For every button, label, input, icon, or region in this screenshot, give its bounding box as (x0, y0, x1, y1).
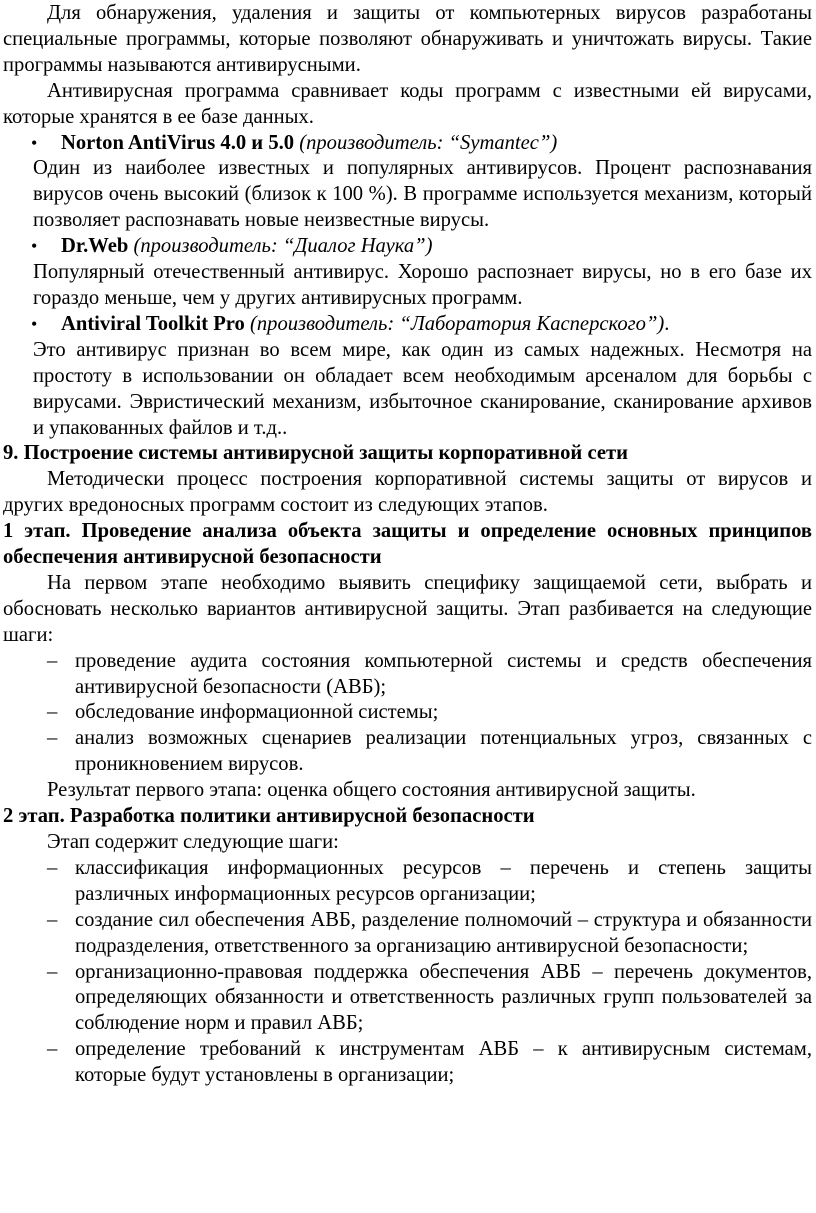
stage-2-step (3, 960, 812, 1038)
product-title (3, 131, 812, 157)
step-text: обследование информационной системы; (75, 701, 439, 724)
intro-paragraph-1: Для обнаружения, удаления и защиты от компьютерных вирусов разработаны специальные программы, которые позволяют обнаруживать и уничтожать вирусы. Такие программы называются антивирусными. (3, 2, 812, 76)
product-description: Это антивирус признан во всем мире, как один из самых надежных. Несмотря на простоту в использовании он обладает всем необходимым арсеналом для борьбы с вирусами. Эвристический механизм, избыточное сканирование, сканирование архивов и упакованных файлов и т.д.. (33, 338, 812, 439)
stage-2-step (3, 1037, 812, 1089)
product-name: Norton AntiVirus 4.0 и 5.0 (61, 131, 295, 154)
dash-marker: – (47, 1038, 58, 1061)
product-maker: (производитель: “Диалог Наука”) (133, 235, 433, 258)
stage-2-step (3, 908, 812, 960)
stage-1-text: На первом этапе необходимо выявить специфику защищаемой сети, выбрать и обосновать несколько вариантов антивирусной защиты. Этап разбивается на следующие шаги: (3, 571, 812, 646)
stage-2-heading: 2 этап. Разработка политики антивирусной безопасности (3, 805, 535, 828)
stage-2-step (3, 856, 812, 908)
product-title (3, 234, 812, 260)
step-text: создание сил обеспечения АВБ, разделение полномочий – структура и обязанности подразделения, ответственного за организацию антивирусной безопасности; (75, 908, 812, 957)
dash-marker: – (47, 908, 58, 931)
dash-marker: – (47, 856, 58, 879)
dash-marker: – (47, 649, 58, 672)
stage-1-heading: 1 этап. Проведение анализа объекта защиты и определение основных принципов обеспечения антивирусной безопасности (3, 520, 812, 569)
stage-1-step (3, 700, 812, 726)
stage-1-result: Результат первого этапа: оценка общего состояния антивирусной защиты. (47, 779, 696, 802)
stage-1-step (3, 726, 812, 778)
section-9-intro: Методически процесс построения корпоративной системы защиты от вирусов и других вредоносных программ состоит из следующих этапов. (3, 468, 812, 517)
bullet-marker: • (31, 313, 38, 334)
step-text: анализ возможных сценариев реализации потенциальных угроз, связанных с проникновением вирусов. (75, 727, 812, 776)
step-text: проведение аудита состояния компьютерной системы и средств обеспечения антивирусной безопасности (АВБ); (75, 649, 812, 698)
dash-marker: – (47, 727, 58, 750)
dash-marker: – (47, 960, 58, 983)
step-text: организационно-правовая поддержка обеспечения АВБ – перечень документов, определяющих обязанности и ответственность различных групп пользователей за соблюдение норм и правил АВБ; (75, 960, 812, 1035)
product-tail: . (664, 312, 670, 335)
bullet-marker: • (31, 132, 38, 153)
bullet-marker: • (31, 236, 38, 257)
product-item-drweb (3, 234, 812, 312)
product-maker: (производитель: “Лаборатория Касперского”) (250, 312, 665, 335)
product-name: Antiviral Toolkit Pro (61, 312, 245, 335)
stage-1-step (3, 649, 812, 701)
product-item-norton (3, 131, 812, 235)
product-description: Популярный отечественный антивирус. Хорошо распознает вирусы, но в его базе их гораздо меньше, чем у других антивирусных программ. (33, 261, 812, 309)
intro-paragraph-2: Антивирусная программа сравнивает коды программ с известными ей вирусами, которые хранятся в ее базе данных. (3, 79, 812, 128)
product-description: Один из наиболее известных и популярных антивирусов. Процент распознавания вирусов очень высокий (близок к 100 %). В программе используется механизм, который позволяет распознавать новые неизвестные вирусы. (33, 157, 812, 232)
step-text: классификация информационных ресурсов – перечень и степень защиты различных информационных ресурсов организации; (75, 856, 812, 905)
product-name: Dr.Web (61, 235, 129, 258)
step-text: определение требований к инструментам АВБ – к антивирусным системам, которые будут установлены в организации; (75, 1038, 812, 1087)
product-item-avp (3, 312, 812, 442)
product-title (3, 312, 812, 338)
section-9-heading: 9. Построение системы антивирусной защиты корпоративной сети (3, 442, 628, 465)
dash-marker: – (47, 701, 58, 724)
stage-2-text: Этап содержит следующие шаги: (47, 831, 339, 853)
product-maker: (производитель: “Symantec”) (299, 131, 558, 154)
